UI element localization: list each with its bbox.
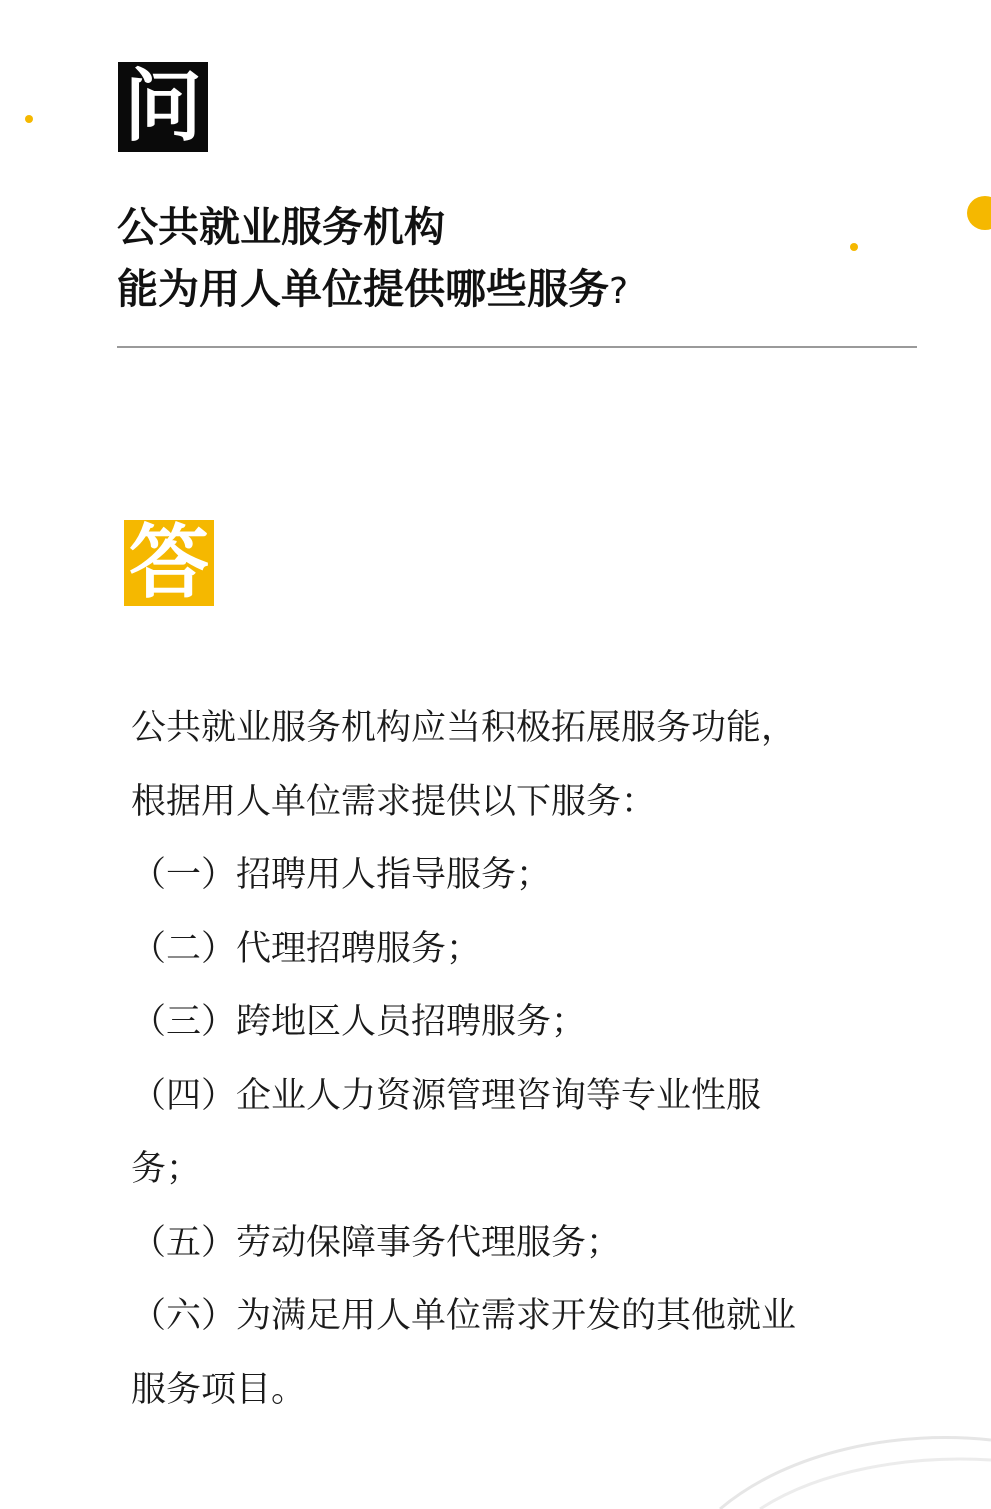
question-title-line2-text: 能为用人单位提供哪些服务: [117, 265, 609, 313]
decorative-dot: [25, 115, 33, 123]
answer-item: （二）代理招聘服务；: [131, 928, 482, 969]
answer-glyph: 答: [124, 520, 214, 606]
answer-item: （一）招聘用人指导服务；: [131, 855, 552, 895]
answer-item: （四）企业人力资源管理咨询等专业性服务；: [131, 1075, 762, 1189]
question-title-line1: 公共就业服务机构: [117, 203, 445, 251]
question-title-line2: [117, 258, 917, 323]
question-mark: ?: [609, 271, 629, 312]
answer-intro: 公共就业服务机构应当积极拓展服务功能，根据用人单位需求提供以下服务：: [131, 708, 797, 822]
decorative-arcs: [700, 1430, 991, 1509]
answer-item: （五）劳动保障事务代理服务；: [131, 1222, 622, 1263]
question-glyph: 问: [118, 62, 208, 152]
question-title: [117, 196, 917, 323]
answer-item: （六）为满足用人单位需求开发的其他就业服务项目。: [131, 1296, 797, 1410]
decorative-half-circle: [967, 196, 991, 230]
answer-body: [131, 692, 821, 1427]
answer-item: （三）跨地区人员招聘服务；: [131, 1002, 587, 1042]
divider: [117, 346, 917, 348]
